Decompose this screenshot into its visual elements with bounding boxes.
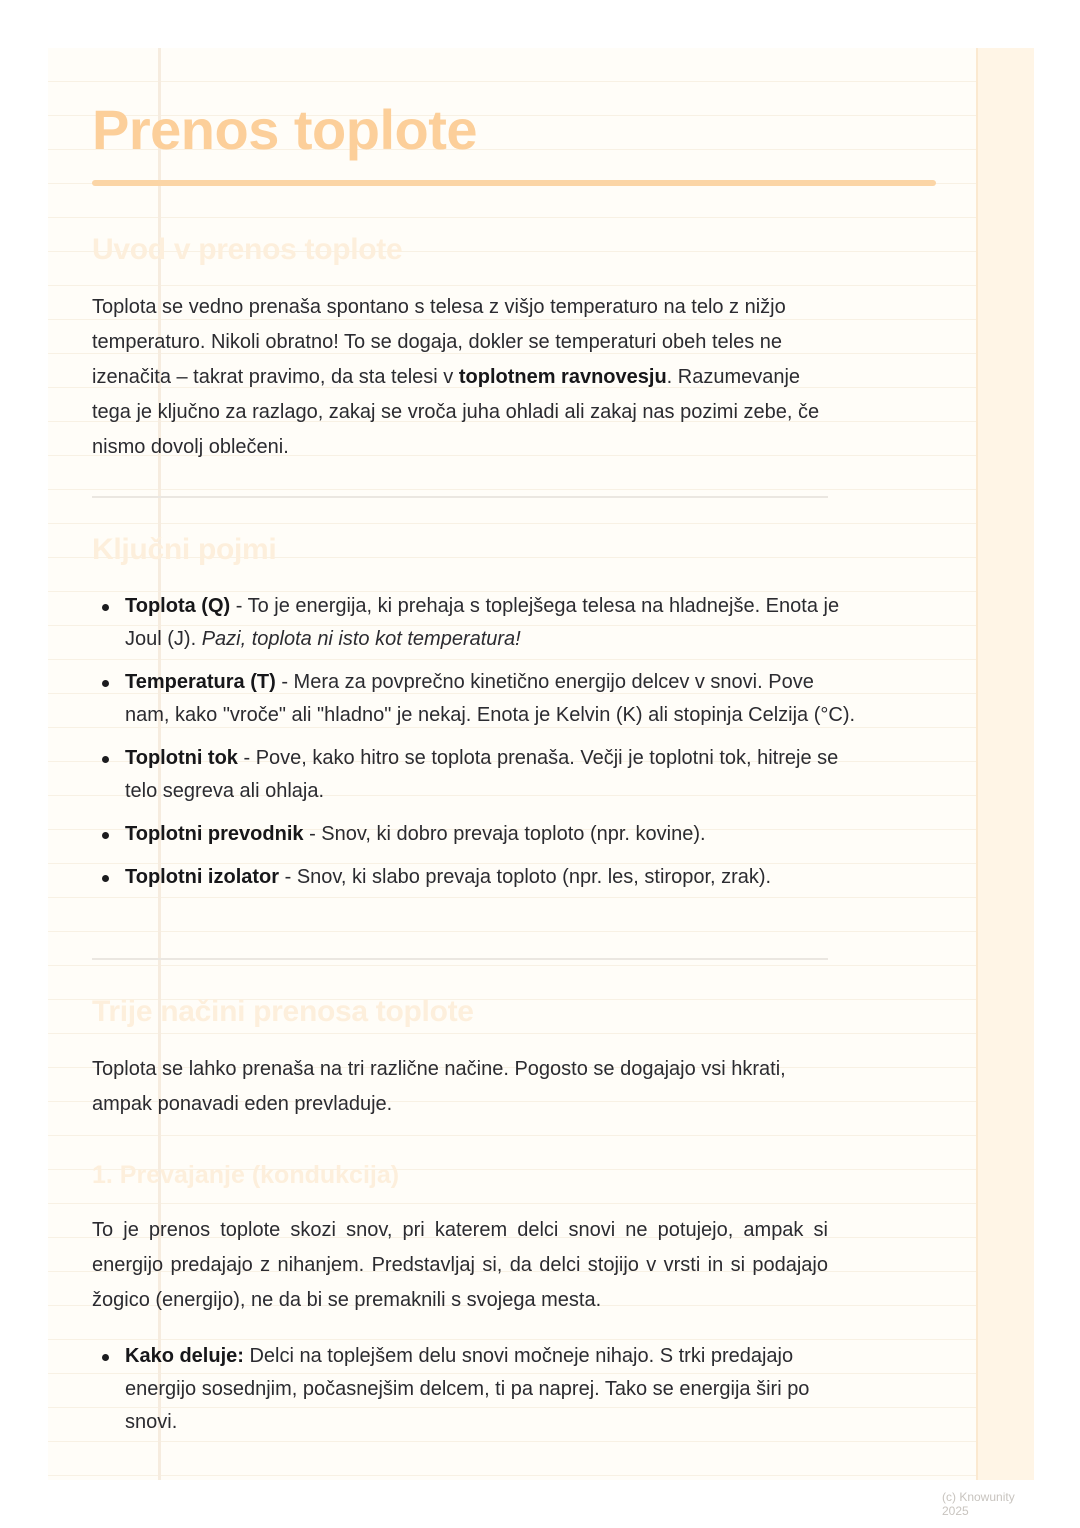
term-label: Toplotni tok xyxy=(125,747,238,769)
section-heading-terms: Ključni pojmi xyxy=(92,533,277,566)
intro-text: Toplota se vedno prenaša spontano s telesa z višjo temperaturo na telo z nižjo temperaturo. Nikoli obratno! To se dogaja, dokler se temperaturi obeh teles ne izenačita – takrat pravimo, da sta telesi v xyxy=(92,296,786,388)
section-heading-methods: Trije načini prenosa toplote xyxy=(92,995,474,1028)
conduction-list xyxy=(92,1340,861,1449)
list-item xyxy=(125,666,861,732)
list-item xyxy=(125,742,861,808)
term-label: Toplota (Q) xyxy=(125,595,231,617)
right-margin-band xyxy=(976,48,1034,1480)
methods-paragraph: Toplota se lahko prenaša na tri različne načine. Pogosto se dogajajo vsi hkrati, ampak ponavadi eden prevladuje. xyxy=(92,1058,786,1115)
bullet-description: Delci na toplejšem delu snovi močneje nihajo. S trki predajajo energijo sosednjim, počasnejšim delcem, ti pa naprej. Tako se energija širi po snovi. xyxy=(125,1345,810,1433)
page-title: Prenos toplote xyxy=(92,98,478,161)
document-page xyxy=(48,48,1032,1518)
list-item xyxy=(125,1340,861,1439)
term-label: Toplotni izolator xyxy=(125,866,280,888)
term-label: Temperatura (T) xyxy=(125,671,276,693)
term-description: - To je energija, ki prehaja s toplejšega telesa na hladnejše. Enota je Joul (J). xyxy=(125,595,840,650)
term-description: - Mera za povprečno kinetično energijo delcev v snovi. Pove nam, kako "vroče" ali "hladno" je nekaj. Enota je Kelvin (K) ali stopinja Celzija (°C). xyxy=(125,671,856,726)
section-divider xyxy=(92,958,828,960)
term-description: - Snov, ki dobro prevaja toploto (npr. kovine). xyxy=(303,823,706,845)
term-description: - Snov, ki slabo prevaja toploto (npr. les, stiropor, zrak). xyxy=(279,866,772,888)
term-label: Toplotni prevodnik xyxy=(125,823,304,845)
title-underline xyxy=(92,180,936,186)
list-item xyxy=(125,861,861,894)
section-heading-intro: Uvod v prenos toplote xyxy=(92,233,403,266)
term-description: - Pove, kako hitro se toplota prenaša. Večji je toplotni tok, hitreje se telo segreva ali ohlaja. xyxy=(125,747,839,802)
intro-paragraph xyxy=(92,290,828,465)
list-item xyxy=(125,818,861,851)
bullet-label: Kako deluje: xyxy=(125,1345,244,1367)
subsection-heading-conduction: 1. Prevajanje (kondukcija) xyxy=(92,1161,400,1189)
key-terms-list xyxy=(92,590,861,904)
copyright-footer: (c) Knowunity 2025 xyxy=(942,1490,1015,1518)
list-item xyxy=(125,590,861,656)
conduction-paragraph: To je prenos toplote skozi snov, pri katerem delci snovi ne potujejo, ampak si energijo predajajo z nihanjem. Predstavljaj si, da delci stojijo v vrsti in si podajajo žogico (energijo), ne da bi se premaknili s svojega mesta. xyxy=(92,1219,828,1311)
section-divider xyxy=(92,496,828,498)
term-note: Pazi, toplota ni isto kot temperatura! xyxy=(201,628,521,650)
intro-bold-term: toplotnem ravnovesju xyxy=(458,366,667,388)
intro-text-end: . Razumevanje tega je ključno za razlago, zakaj se vroča juha ohladi ali zakaj nas pozimi zebe, če nismo dovolj oblečeni. xyxy=(92,366,820,458)
